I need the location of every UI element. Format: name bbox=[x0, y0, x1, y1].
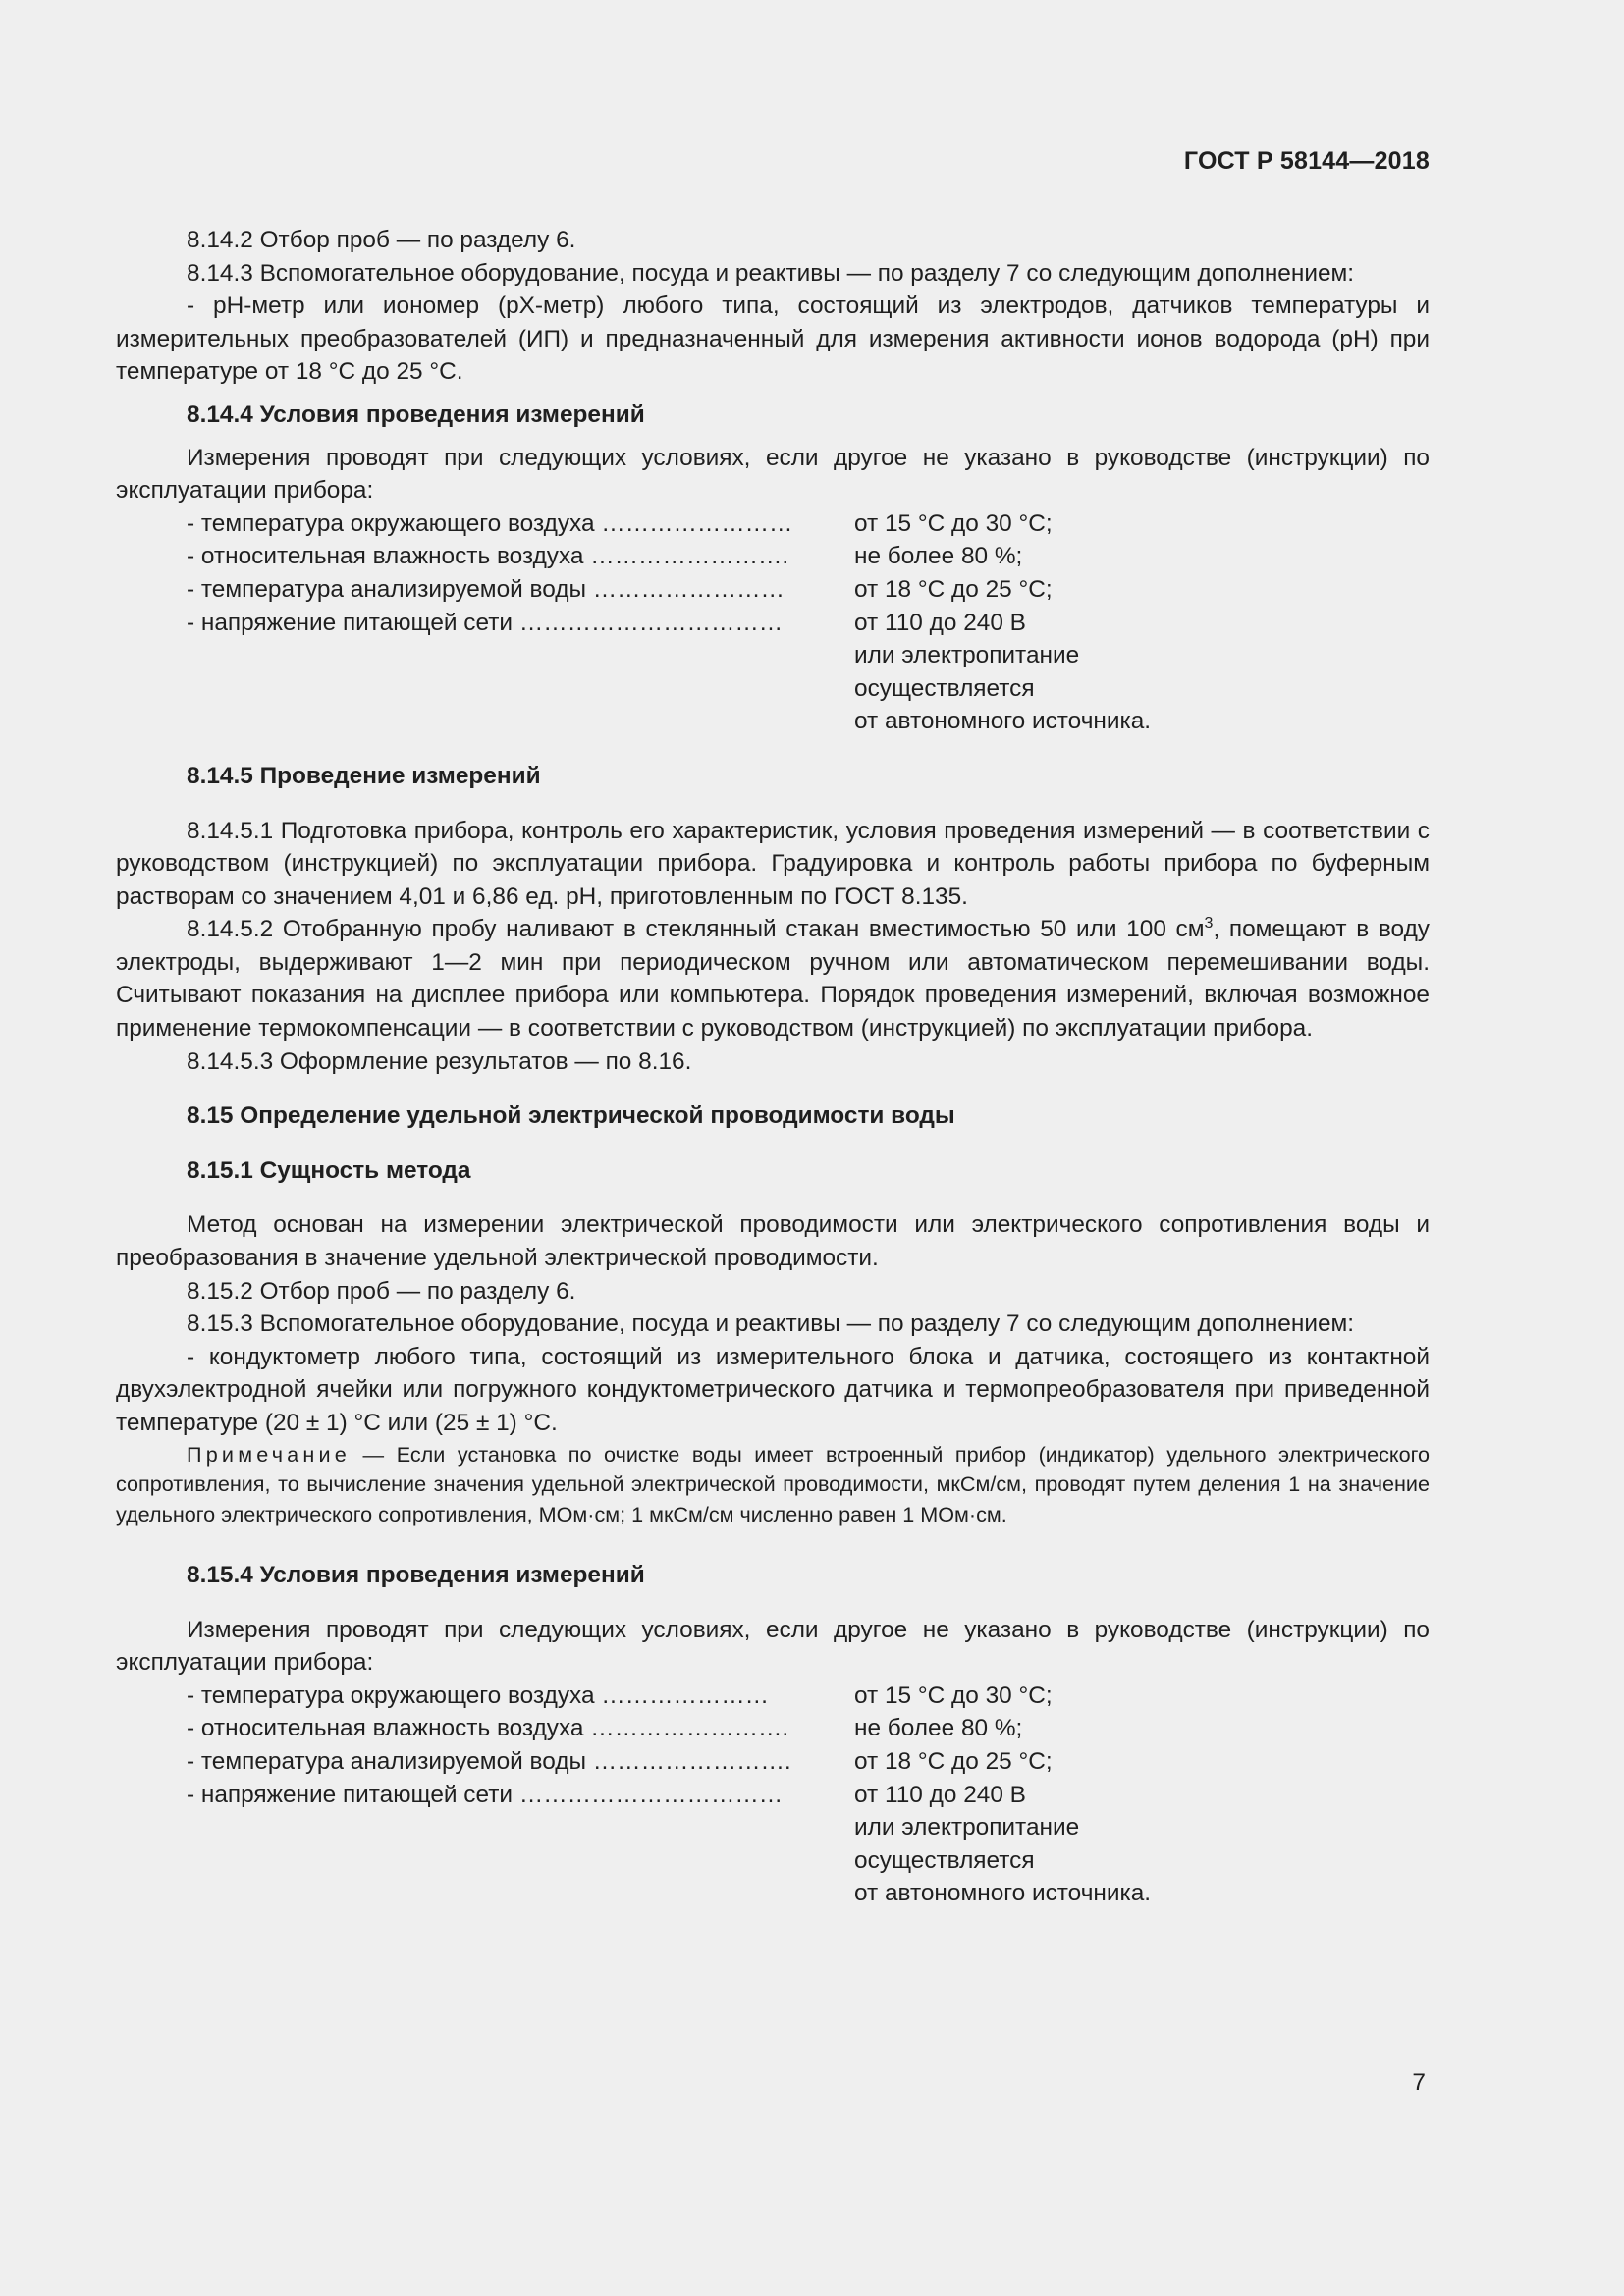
conditions-list-8-15-4 bbox=[116, 1680, 1430, 1910]
condition-value: от 18 °С до 25 °С; bbox=[854, 575, 1053, 603]
condition-value: не более 80 %; bbox=[854, 1715, 1023, 1742]
paragraph-8-14-5-2 bbox=[116, 913, 1430, 1044]
paragraph-8-15-3-item: - кондуктометр любого типа, состоящий из измерительного блока и датчика, состоящего из контактной двухэлектродной ячейки или погружного кондуктометрического датчика и термопреобразователя при приведенной температуре (20 ± 1) °С или (25 ± 1) °С. bbox=[116, 1343, 1430, 1436]
condition-value: от 15 °С до 30 °С; bbox=[854, 1682, 1053, 1709]
paragraph-8-14-3: 8.14.3 Вспомогательное оборудование, посуда и реактивы — по разделу 7 со следующим дополнением: bbox=[187, 259, 1355, 287]
paragraph-8-14-5-2-text-b: , помещают в воду электроды, выдерживают 1—2 мин при периодическом ручном или автоматическом перемешивании воды. Считывают показания на дисплее прибора или компьютера. Порядок проведения измерений, включая возможное применение термокомпенсации — в соответствии с руководством (инструкцией) по эксплуатации прибора. bbox=[116, 916, 1430, 1042]
note-block bbox=[116, 1440, 1430, 1530]
paragraph-8-14-2: 8.14.2 Отбор проб — по разделу 6. bbox=[187, 227, 576, 253]
paragraph-8-14-4-intro: Измерения проводят при следующих условиях, если другое не указано в руководстве (инструкции) по эксплуатации прибора: bbox=[116, 444, 1430, 505]
paragraph-8-14-5-3: 8.14.5.3 Оформление результатов — по 8.16. bbox=[187, 1047, 692, 1075]
paragraph-8-15-2: 8.15.2 Отбор проб — по разделу 6. bbox=[187, 1277, 576, 1305]
note-text: — Если установка по очистке воды имеет встроенный прибор (индикатор) удельного электрического сопротивления, то вычисление значения удельной электрической проводимости, мкСм/см, проводят путем деления 1 на значение удельного электрического сопротивления, МОм·см; 1 мкСм/см численно равен 1 МОм·см. bbox=[116, 1441, 1430, 1526]
heading-8-15-1: 8.15.1 Сущность метода bbox=[187, 1156, 471, 1184]
condition-row bbox=[116, 607, 1430, 640]
condition-label: - относительная влажность воздуха ……………………. bbox=[187, 1715, 789, 1742]
condition-continuation: от автономного источника. bbox=[854, 1880, 1152, 1907]
condition-continuation: от автономного источника. bbox=[854, 708, 1152, 735]
paragraph-8-15-1: Метод основан на измерении электрической проводимости или электрического сопротивления воды и преобразования в значение удельной электрической проводимости. bbox=[116, 1211, 1430, 1272]
superscript-3: 3 bbox=[1204, 915, 1214, 933]
condition-value: не более 80 %; bbox=[854, 543, 1023, 570]
paragraph-8-15-3: 8.15.3 Вспомогательное оборудование, посуда и реактивы — по разделу 7 со следующим дополнением: bbox=[187, 1310, 1355, 1338]
page-number: 7 bbox=[1412, 2069, 1426, 2096]
condition-row bbox=[116, 1712, 1430, 1745]
heading-8-15-4: 8.15.4 Условия проведения измерений bbox=[187, 1562, 645, 1589]
condition-value: от 18 °С до 25 °С; bbox=[854, 1748, 1053, 1776]
condition-label: - относительная влажность воздуха ……………………. bbox=[187, 543, 789, 570]
heading-8-14-5: 8.14.5 Проведение измерений bbox=[187, 762, 541, 789]
condition-value: от 15 °С до 30 °С; bbox=[854, 509, 1053, 537]
condition-row bbox=[116, 1779, 1430, 1812]
condition-value: от 110 до 240 В bbox=[854, 609, 1026, 636]
condition-label: - температура анализируемой воды …………………… bbox=[187, 575, 785, 603]
note-label: Примечание bbox=[187, 1441, 351, 1467]
condition-label: - температура окружающего воздуха …………………… bbox=[187, 509, 793, 537]
condition-continuation: или электропитание bbox=[854, 642, 1080, 669]
condition-row bbox=[116, 1745, 1430, 1779]
condition-label: - напряжение питающей сети …………………………… bbox=[187, 609, 784, 636]
heading-8-14-4: 8.14.4 Условия проведения измерений bbox=[187, 400, 645, 428]
paragraph-8-14-5-1: 8.14.5.1 Подготовка прибора, контроль его характеристик, условия проведения измерений — в соответствии с руководством (инструкцией) по эксплуатации прибора. Градуировка и контроль работы прибора по буферным растворам со значением 4,01 и 6,86 ед. pH, приготовленным по ГОСТ 8.135. bbox=[116, 817, 1430, 910]
condition-label: - температура анализируемой воды ……………………. bbox=[187, 1748, 791, 1776]
condition-row bbox=[116, 507, 1430, 541]
condition-row bbox=[116, 1680, 1430, 1713]
condition-label: - напряжение питающей сети …………………………… bbox=[187, 1781, 784, 1808]
paragraph-8-15-4-intro: Измерения проводят при следующих условиях, если другое не указано в руководстве (инструкции) по эксплуатации прибора: bbox=[116, 1616, 1430, 1677]
heading-8-15: 8.15 Определение удельной электрической проводимости воды bbox=[187, 1102, 955, 1130]
condition-continuation: или электропитание bbox=[854, 1814, 1080, 1842]
condition-continuation: осуществляется bbox=[854, 1846, 1035, 1874]
condition-row bbox=[116, 540, 1430, 573]
document-body bbox=[116, 224, 1430, 1910]
condition-label: - температура окружающего воздуха ………………… bbox=[187, 1682, 770, 1709]
conditions-list-8-14-4 bbox=[116, 507, 1430, 738]
condition-continuation: осуществляется bbox=[854, 674, 1035, 702]
paragraph-8-14-3-item: - pH-метр или иономер (pX-метр) любого типа, состоящий из электродов, датчиков температуры и измерительных преобразователей (ИП) и предназначенный для измерения активности ионов водорода (pH) при температуре от 18 °С до 25 °С. bbox=[116, 293, 1430, 386]
condition-row bbox=[116, 573, 1430, 607]
condition-value: от 110 до 240 В bbox=[854, 1781, 1026, 1808]
paragraph-8-14-5-2-text-a: 8.14.5.2 Отобранную пробу наливают в стеклянный стакан вместимостью 50 или 100 см bbox=[187, 916, 1205, 943]
document-code-header: ГОСТ Р 58144—2018 bbox=[1183, 147, 1430, 175]
